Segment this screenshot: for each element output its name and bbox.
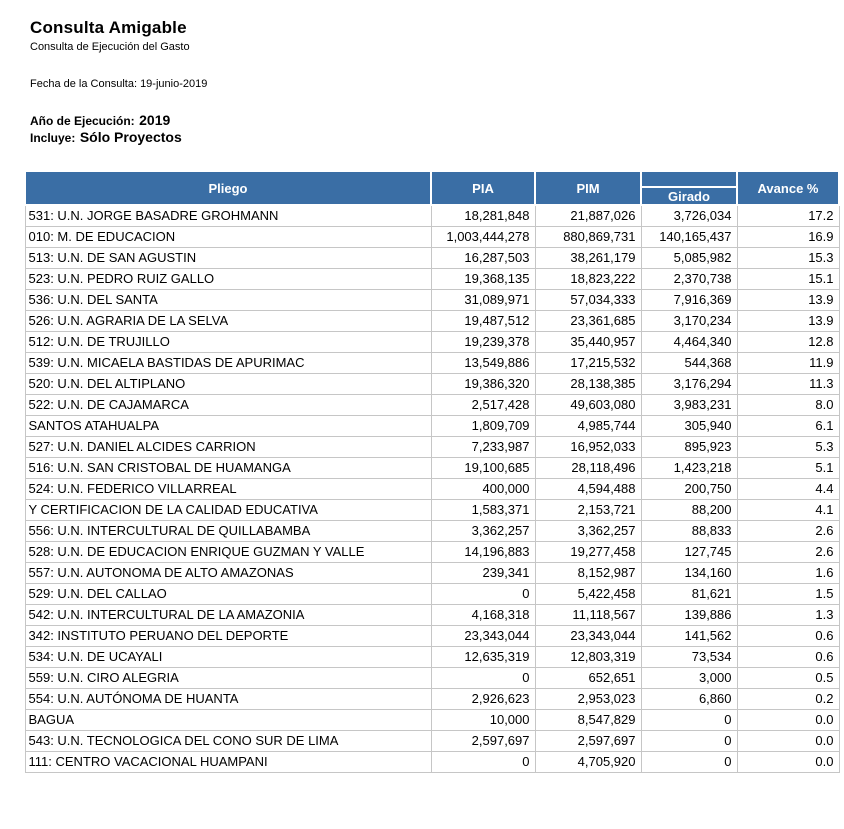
table-body	[25, 205, 839, 772]
cell-pim: 21,887,026	[535, 205, 641, 226]
cell-avance: 16.9	[737, 226, 839, 247]
cell-girado: 895,923	[641, 436, 737, 457]
cell-pliego: 559: U.N. CIRO ALEGRIA	[25, 667, 431, 688]
cell-pia: 23,343,044	[431, 625, 535, 646]
cell-pliego: 010: M. DE EDUCACION	[25, 226, 431, 247]
table-row	[25, 415, 839, 436]
cell-pim: 19,277,458	[535, 541, 641, 562]
cell-girado: 0	[641, 709, 737, 730]
cell-avance: 12.8	[737, 331, 839, 352]
cell-pim: 11,118,567	[535, 604, 641, 625]
cell-pliego: 342: INSTITUTO PERUANO DEL DEPORTE	[25, 625, 431, 646]
table-row	[25, 226, 839, 247]
cell-avance: 2.6	[737, 520, 839, 541]
cell-avance: 15.3	[737, 247, 839, 268]
cell-pia: 0	[431, 667, 535, 688]
table-row	[25, 205, 839, 226]
table-row	[25, 247, 839, 268]
cell-pliego: 527: U.N. DANIEL ALCIDES CARRION	[25, 436, 431, 457]
table-row	[25, 667, 839, 688]
cell-avance: 0.0	[737, 730, 839, 751]
column-header-girado-spacer	[641, 171, 737, 187]
cell-pia: 19,487,512	[431, 310, 535, 331]
cell-pia: 14,196,883	[431, 541, 535, 562]
cell-pia: 2,926,623	[431, 688, 535, 709]
table-row	[25, 268, 839, 289]
cell-avance: 1.6	[737, 562, 839, 583]
cell-pia: 19,386,320	[431, 373, 535, 394]
cell-girado: 140,165,437	[641, 226, 737, 247]
cell-girado: 3,000	[641, 667, 737, 688]
cell-girado: 3,176,294	[641, 373, 737, 394]
table-row	[25, 688, 839, 709]
cell-girado: 3,983,231	[641, 394, 737, 415]
table-row	[25, 478, 839, 499]
cell-avance: 0.6	[737, 646, 839, 667]
cell-pia: 4,168,318	[431, 604, 535, 625]
cell-pliego: 522: U.N. DE CAJAMARCA	[25, 394, 431, 415]
includes-value: Sólo Proyectos	[79, 129, 182, 145]
cell-pia: 2,597,697	[431, 730, 535, 751]
report-header	[30, 18, 207, 146]
cell-girado: 7,916,369	[641, 289, 737, 310]
cell-pia: 2,517,428	[431, 394, 535, 415]
cell-avance: 15.1	[737, 268, 839, 289]
table-row	[25, 331, 839, 352]
table-row	[25, 499, 839, 520]
table-row	[25, 646, 839, 667]
table-row	[25, 709, 839, 730]
cell-pia: 1,583,371	[431, 499, 535, 520]
cell-pim: 652,651	[535, 667, 641, 688]
cell-avance: 1.5	[737, 583, 839, 604]
table-row	[25, 457, 839, 478]
cell-pliego: 557: U.N. AUTONOMA DE ALTO AMAZONAS	[25, 562, 431, 583]
cell-avance: 5.1	[737, 457, 839, 478]
cell-pia: 1,003,444,278	[431, 226, 535, 247]
cell-avance: 1.3	[737, 604, 839, 625]
table-header	[25, 171, 839, 205]
cell-pim: 35,440,957	[535, 331, 641, 352]
cell-pia: 0	[431, 583, 535, 604]
cell-pim: 8,547,829	[535, 709, 641, 730]
cell-pim: 2,597,697	[535, 730, 641, 751]
cell-pim: 4,705,920	[535, 751, 641, 772]
cell-pliego: 556: U.N. INTERCULTURAL DE QUILLABAMBA	[25, 520, 431, 541]
cell-pliego: 534: U.N. DE UCAYALI	[25, 646, 431, 667]
cell-pliego: 529: U.N. DEL CALLAO	[25, 583, 431, 604]
cell-pliego: Y CERTIFICACION DE LA CALIDAD EDUCATIVA	[25, 499, 431, 520]
cell-pliego: 523: U.N. PEDRO RUIZ GALLO	[25, 268, 431, 289]
page-subtitle: Consulta de Ejecución del Gasto	[30, 41, 190, 53]
cell-pia: 3,362,257	[431, 520, 535, 541]
cell-girado: 0	[641, 730, 737, 751]
cell-pia: 19,239,378	[431, 331, 535, 352]
cell-pim: 18,823,222	[535, 268, 641, 289]
cell-pim: 23,343,044	[535, 625, 641, 646]
cell-avance: 0.2	[737, 688, 839, 709]
cell-pim: 17,215,532	[535, 352, 641, 373]
cell-pim: 28,118,496	[535, 457, 641, 478]
year-label: Año de Ejecución:	[30, 114, 135, 128]
table-row	[25, 583, 839, 604]
cell-pim: 38,261,179	[535, 247, 641, 268]
cell-pia: 0	[431, 751, 535, 772]
cell-pia: 31,089,971	[431, 289, 535, 310]
table-row	[25, 394, 839, 415]
column-header-pim: PIM	[535, 171, 641, 205]
table-row	[25, 730, 839, 751]
cell-pia: 239,341	[431, 562, 535, 583]
cell-pliego: 543: U.N. TECNOLOGICA DEL CONO SUR DE LIMA	[25, 730, 431, 751]
cell-pim: 4,985,744	[535, 415, 641, 436]
cell-avance: 11.9	[737, 352, 839, 373]
cell-pim: 3,362,257	[535, 520, 641, 541]
cell-girado: 5,085,982	[641, 247, 737, 268]
cell-pim: 2,953,023	[535, 688, 641, 709]
cell-pliego: SANTOS ATAHUALPA	[25, 415, 431, 436]
table-row	[25, 625, 839, 646]
cell-avance: 0.0	[737, 751, 839, 772]
table-row	[25, 373, 839, 394]
cell-pliego: 542: U.N. INTERCULTURAL DE LA AMAZONIA	[25, 604, 431, 625]
cell-avance: 13.9	[737, 310, 839, 331]
cell-pliego: 531: U.N. JORGE BASADRE GROHMANN	[25, 205, 431, 226]
cell-pliego: 526: U.N. AGRARIA DE LA SELVA	[25, 310, 431, 331]
table-row	[25, 310, 839, 331]
cell-girado: 73,534	[641, 646, 737, 667]
table-row	[25, 436, 839, 457]
cell-avance: 0.5	[737, 667, 839, 688]
cell-girado: 3,726,034	[641, 205, 737, 226]
cell-pliego: 528: U.N. DE EDUCACION ENRIQUE GUZMAN Y VALLE	[25, 541, 431, 562]
table-row	[25, 520, 839, 541]
table-row	[25, 289, 839, 310]
cell-pim: 880,869,731	[535, 226, 641, 247]
cell-pia: 13,549,886	[431, 352, 535, 373]
cell-pliego: 516: U.N. SAN CRISTOBAL DE HUAMANGA	[25, 457, 431, 478]
cell-avance: 11.3	[737, 373, 839, 394]
query-date: Fecha de la Consulta: 19-junio-2019	[30, 78, 208, 90]
cell-girado: 544,368	[641, 352, 737, 373]
cell-avance: 6.1	[737, 415, 839, 436]
cell-pim: 5,422,458	[535, 583, 641, 604]
cell-avance: 4.4	[737, 478, 839, 499]
cell-pia: 12,635,319	[431, 646, 535, 667]
cell-pim: 8,152,987	[535, 562, 641, 583]
cell-avance: 13.9	[737, 289, 839, 310]
includes-label: Incluye:	[30, 131, 76, 145]
cell-pliego: 554: U.N. AUTÓNOMA DE HUANTA	[25, 688, 431, 709]
cell-girado: 6,860	[641, 688, 737, 709]
cell-pim: 23,361,685	[535, 310, 641, 331]
cell-pliego: 536: U.N. DEL SANTA	[25, 289, 431, 310]
column-header-pliego: Pliego	[25, 171, 431, 205]
cell-pliego: 539: U.N. MICAELA BASTIDAS DE APURIMAC	[25, 352, 431, 373]
cell-girado: 88,200	[641, 499, 737, 520]
cell-girado: 134,160	[641, 562, 737, 583]
cell-avance: 2.6	[737, 541, 839, 562]
cell-pia: 1,809,709	[431, 415, 535, 436]
cell-pia: 7,233,987	[431, 436, 535, 457]
param-includes	[30, 129, 207, 146]
table-row	[25, 352, 839, 373]
column-header-avance: Avance %	[737, 171, 839, 205]
cell-pliego: 524: U.N. FEDERICO VILLARREAL	[25, 478, 431, 499]
cell-avance: 5.3	[737, 436, 839, 457]
column-header-girado: Girado	[641, 187, 737, 205]
budget-table	[24, 170, 840, 773]
table-row	[25, 604, 839, 625]
cell-girado: 81,621	[641, 583, 737, 604]
cell-avance: 4.1	[737, 499, 839, 520]
cell-pliego: 111: CENTRO VACACIONAL HUAMPANI	[25, 751, 431, 772]
page-title: Consulta Amigable	[30, 18, 187, 37]
cell-girado: 305,940	[641, 415, 737, 436]
cell-girado: 139,886	[641, 604, 737, 625]
cell-pia: 19,100,685	[431, 457, 535, 478]
cell-pim: 57,034,333	[535, 289, 641, 310]
cell-pliego: 513: U.N. DE SAN AGUSTIN	[25, 247, 431, 268]
cell-pia: 16,287,503	[431, 247, 535, 268]
cell-avance: 0.6	[737, 625, 839, 646]
cell-pim: 4,594,488	[535, 478, 641, 499]
cell-pliego: 512: U.N. DE TRUJILLO	[25, 331, 431, 352]
cell-pim: 16,952,033	[535, 436, 641, 457]
table-row	[25, 562, 839, 583]
cell-pliego: 520: U.N. DEL ALTIPLANO	[25, 373, 431, 394]
cell-pia: 10,000	[431, 709, 535, 730]
cell-pim: 12,803,319	[535, 646, 641, 667]
column-header-pia: PIA	[431, 171, 535, 205]
param-year	[30, 112, 207, 129]
cell-pim: 28,138,385	[535, 373, 641, 394]
cell-pim: 2,153,721	[535, 499, 641, 520]
cell-girado: 88,833	[641, 520, 737, 541]
cell-girado: 200,750	[641, 478, 737, 499]
cell-avance: 8.0	[737, 394, 839, 415]
cell-girado: 3,170,234	[641, 310, 737, 331]
cell-pliego: BAGUA	[25, 709, 431, 730]
cell-avance: 0.0	[737, 709, 839, 730]
year-value: 2019	[139, 112, 171, 128]
cell-girado: 127,745	[641, 541, 737, 562]
cell-pim: 49,603,080	[535, 394, 641, 415]
cell-girado: 1,423,218	[641, 457, 737, 478]
query-params	[30, 112, 207, 146]
cell-girado: 2,370,738	[641, 268, 737, 289]
table-row	[25, 751, 839, 772]
cell-girado: 0	[641, 751, 737, 772]
cell-pia: 400,000	[431, 478, 535, 499]
table-row	[25, 541, 839, 562]
cell-pia: 19,368,135	[431, 268, 535, 289]
cell-girado: 141,562	[641, 625, 737, 646]
cell-pia: 18,281,848	[431, 205, 535, 226]
cell-avance: 17.2	[737, 205, 839, 226]
cell-girado: 4,464,340	[641, 331, 737, 352]
